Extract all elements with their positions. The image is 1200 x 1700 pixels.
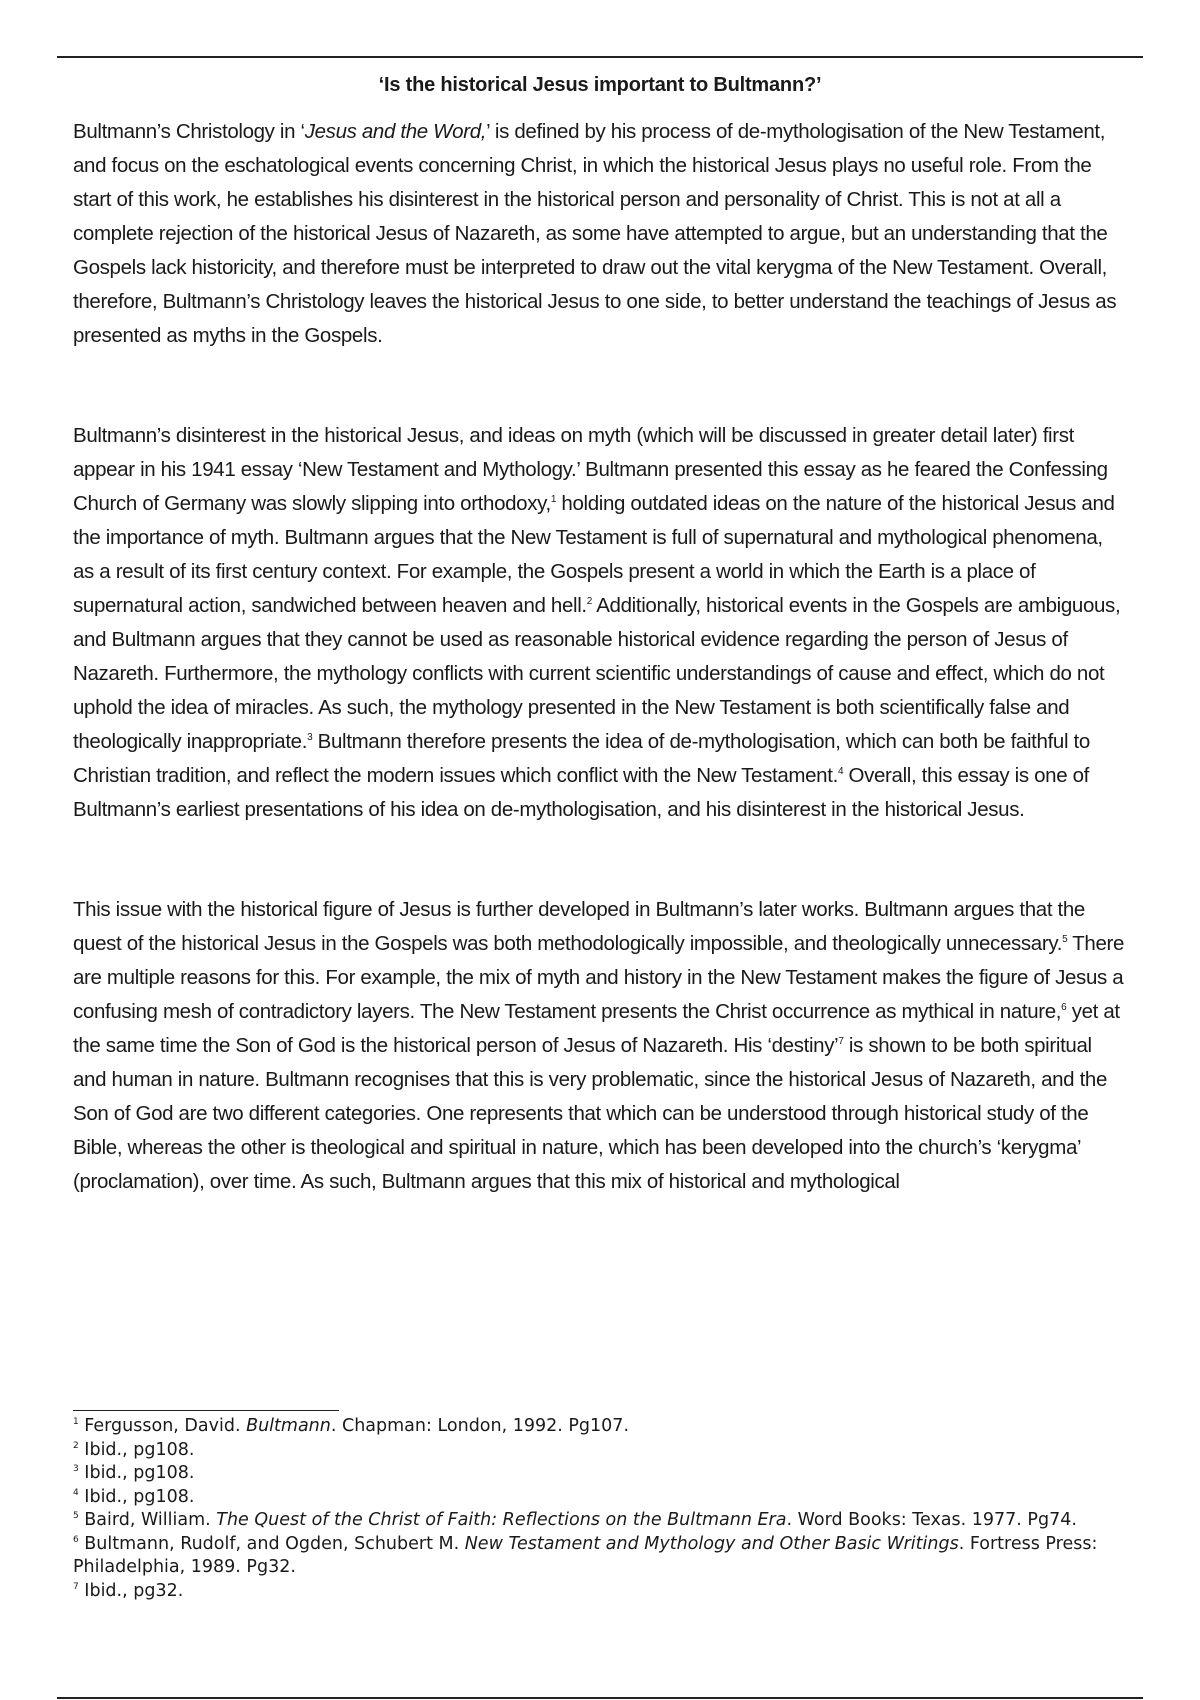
work-title-italic: The Quest of the Christ of Faith: Reflections on the Bultmann Era — [216, 1510, 787, 1530]
footnote-3 — [73, 1462, 1127, 1486]
footnote-ref[interactable]: 7 — [838, 1036, 844, 1048]
footnote-ref[interactable]: 5 — [1062, 934, 1068, 946]
text-run: holding outdated ideas on the nature of the historical Jesus and the importance of myth. Bultmann argues that the New Testament is full of supernatural and mythological phenomena, as a result of its first century context. For example, the Gospels present a world in which the Earth is a place of supernatural action, sandwiched between heaven and hell. — [73, 492, 1115, 617]
footnote-5 — [73, 1509, 1127, 1533]
paragraph-3 — [73, 893, 1127, 1199]
footnote-ref[interactable]: 3 — [307, 732, 313, 744]
footnote-number: 2 — [73, 1440, 79, 1451]
text-run: Bultmann, Rudolf, and Ogden, Schubert M. — [78, 1533, 465, 1554]
text-run: Bultmann’s disinterest in the historical Jesus, and ideas on myth (which will be discussed in greater detail later) first appear in his 1941 essay ‘New Testament and Mythology.’ Bultmann presented this essay as he feared the Confessing Church of Germany was slowly slipping into orthodoxy, — [73, 424, 1108, 515]
footnote-ref[interactable]: 2 — [586, 596, 592, 608]
text-run: Bultmann’s Christology in ‘ — [73, 120, 305, 143]
footnote-4 — [73, 1486, 1127, 1510]
footnote-ref[interactable]: 6 — [1061, 1002, 1067, 1014]
footnote-number: 1 — [73, 1417, 79, 1428]
footnote-ref[interactable]: 4 — [837, 766, 844, 778]
footnote-number: 6 — [73, 1534, 79, 1545]
text-run: Ibid., pg108. — [78, 1439, 195, 1460]
document-body — [73, 74, 1127, 1199]
paragraph-2 — [73, 419, 1127, 827]
work-title-italic: Jesus and the Word, — [304, 120, 487, 143]
text-run: . Fortress Press: Philadelphia, 1989. Pg32. — [73, 1533, 1098, 1577]
work-title-italic: Bultmann — [246, 1416, 331, 1436]
text-run: is shown to be both spiritual and human in nature. Bultmann recognises that this is very problematic, since the historical Jesus of Nazareth, and the Son of God are two different categories. One represents that which can be understood through historical study of the Bible, whereas the other is theological and spiritual in nature, which has been developed into the church’s ‘kerygma’ (proclamation), over time. As such, Bultmann argues that this mix of historical and mythological — [73, 1034, 1108, 1193]
footnote-7 — [73, 1580, 1127, 1604]
text-run: Ibid., pg108. — [78, 1463, 195, 1483]
text-run: Additionally, historical events in the Gospels are ambiguous, and Bultmann argues that they cannot be used as reasonable historical evidence regarding the person of Jesus of Nazareth. Furthermore, the mythology conflicts with current scientific understandings of cause and effect, which do not uphold the idea of miracles. As such, the mythology presented in the New Testament is both scientifically false and theologically inappropriate. — [73, 594, 1121, 753]
text-run: Ibid., pg108. — [78, 1486, 195, 1507]
footnote-6 — [73, 1533, 1127, 1580]
paragraph-1 — [73, 115, 1127, 353]
footnote-1 — [73, 1415, 1127, 1439]
footnote-2 — [73, 1439, 1127, 1463]
footnote-number: 5 — [73, 1511, 79, 1522]
text-run: Ibid., pg32. — [78, 1580, 184, 1601]
text-run: . Word Books: Texas. 1977. Pg74. — [786, 1510, 1077, 1530]
footnote-separator — [73, 1410, 339, 1411]
page-title: ‘Is the historical Jesus important to Bultmann?’ — [378, 74, 822, 96]
text-run: ’ is defined by his process of de-mythologisation of the New Testament, and focus on the eschatological events concerning Christ, in which the historical Jesus plays no useful role. From the start of this work, he establishes his disinterest in the historical person and personality of Christ. This is not at all a complete rejection of the historical Jesus of Nazareth, as some have attempted to argue, but an understanding that the Gospels lack historicity, and therefore must be interpreted to draw out the vital kerygma of the New Testament. Overall, therefore, Bultmann’s Christology leaves the historical Jesus to one side, to better understand the teachings of Jesus as presented as myths in the Gospels. — [73, 120, 1117, 347]
text-run: There are multiple reasons for this. For example, the mix of myth and history in the New Testament makes the figure of Jesus a confusing mesh of contradictory layers. The New Testament presents the Christ occurrence as mythical in nature, — [73, 932, 1125, 1023]
top-rule — [57, 56, 1143, 58]
work-title-italic: New Testament and Mythology and Other Basic Writings — [464, 1533, 959, 1554]
text-run: yet at the same time the Son of God is the historical person of Jesus of Nazareth. His ‘destiny’ — [73, 1000, 1120, 1057]
footnote-ref[interactable]: 1 — [550, 494, 557, 506]
text-run: Fergusson, David. — [78, 1416, 247, 1436]
text-run: . Chapman: London, 1992. Pg107. — [330, 1416, 630, 1436]
text-run: Overall, this essay is one of Bultmann’s earliest presentations of his idea on de-mythologisation, and his disinterest in the historical Jesus. — [73, 764, 1090, 821]
footnote-number: 3 — [73, 1464, 79, 1475]
bottom-rule — [57, 1697, 1143, 1699]
footnotes — [73, 1415, 1127, 1603]
text-run: Bultmann therefore presents the idea of de-mythologisation, which can both be faithful to Christian tradition, and reflect the modern issues which conflict with the New Testament. — [73, 730, 1090, 787]
text-run: This issue with the historical figure of Jesus is further developed in Bultmann’s later works. Bultmann argues that the quest of the historical Jesus in the Gospels was both methodologically impossible, and theologically unnecessary. — [73, 898, 1085, 955]
text-run: Baird, William. — [78, 1510, 217, 1530]
footnote-number: 7 — [73, 1581, 79, 1592]
footnote-number: 4 — [73, 1487, 79, 1498]
